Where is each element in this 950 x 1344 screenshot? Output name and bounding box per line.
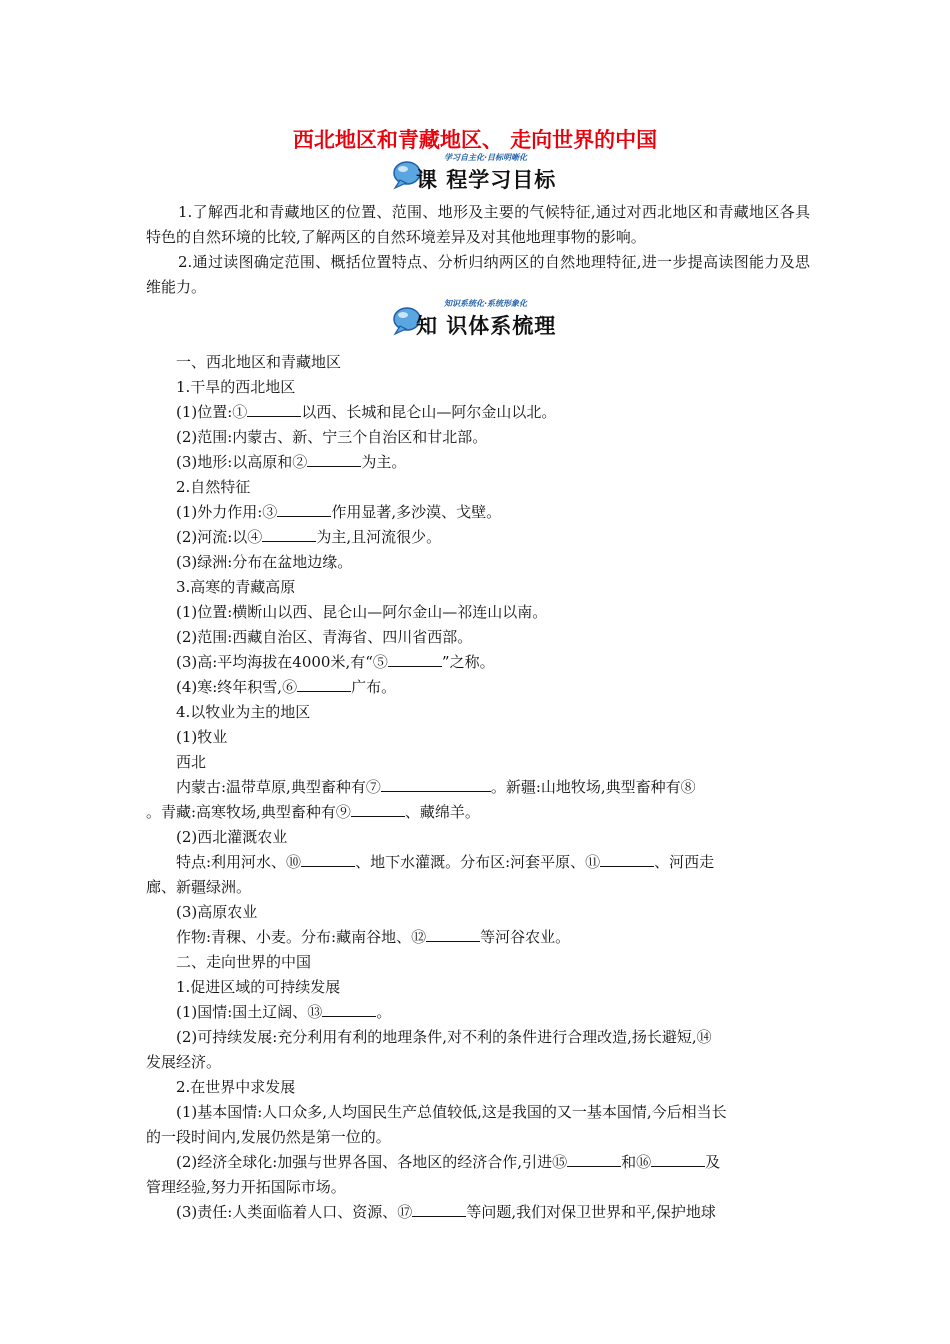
section-heading: 一、西北地区和青藏地区 [176,353,342,371]
subheading: 1.干旱的西北地区 [176,378,296,396]
answer-blank[interactable] [426,927,480,942]
text-line: (4)寒:终年积雪,⑥ 广布。 [176,678,397,696]
answer-blank[interactable] [307,452,361,467]
answer-blank[interactable] [412,1202,466,1217]
text-line: (1)外力作用:③ 作用显著,多沙漠、戈壁。 [176,503,502,521]
subheading: 2.自然特征 [176,478,251,496]
text-line: (3)高原农业 [176,903,258,921]
subheading: 2.在世界中求发展 [176,1078,296,1096]
banner-heading: 知 识体系梳理 [416,314,557,338]
text-line: (3)责任:人类面临着人口、资源、⑰ 等问题,我们对保卫世界和平,保护地球 [176,1203,716,1221]
text-line: (3)高:平均海拔在4000米,有“⑤ ”之称。 [176,653,495,671]
text-line: 内蒙古:温带草原,典型畜种有⑦ 。新疆:山地牧场,典型畜种有⑧ [176,778,696,796]
answer-blank[interactable] [277,502,331,517]
section-heading: 二、走向世界的中国 [176,953,312,971]
text-line: (1)牧业 [176,728,228,746]
text-line: 特点:利用河水、⑩ 、地下水灌溉。分布区:河套平原、⑪ 、河西走 [176,853,715,871]
answer-blank[interactable] [262,527,316,542]
text-line: (1)位置:① 以西、长城和昆仑山—阿尔金山以北。 [176,403,557,421]
answer-blank[interactable] [351,802,405,817]
text-line: 西北 [176,753,207,771]
text-line: (2)可持续发展:充分利用有利的地理条件,对不利的条件进行合理改造,扬长避短,⑭ [176,1028,712,1046]
banner-subtitle: 学习自主化·目标明晰化 [444,153,528,162]
answer-blank[interactable] [600,852,654,867]
answer-blank[interactable] [297,677,351,692]
text-line: 的一段时间内,发展仍然是第一位的。 [146,1128,391,1146]
subheading: 3.高寒的青藏高原 [176,578,296,596]
text-line: (2)范围:西藏自治区、青海省、四川省西部。 [176,628,473,646]
text-line: (1)国情:国土辽阔、⑬ 。 [176,1003,392,1021]
subheading: 4.以牧业为主的地区 [176,703,311,721]
objective-1: 1.了解西北和青藏地区的位置、范围、地形及主要的气候特征,通过对西北地区和青藏地区各具特色的自然环境的比较,了解两区的自然环境差异及对其他地理事物的影响。 [146,203,810,246]
page-title: 西北地区和青藏地区、 走向世界的中国 [292,128,658,152]
text-line: (2)西北灌溉农业 [176,828,288,846]
text-line: 。青藏:高寒牧场,典型畜种有⑨ 、藏绵羊。 [146,803,480,821]
text-line: 发展经济。 [146,1053,222,1071]
answer-blank[interactable] [301,852,355,867]
text-line: (2)范围:内蒙古、新、宁三个自治区和甘北部。 [176,428,488,446]
text-line: (3)地形:以高原和② 为主。 [176,453,407,471]
text-line: (3)绿洲:分布在盆地边缘。 [176,553,353,571]
objective-2: 2.通过读图确定范围、概括位置特点、分析归纳两区的自然地理特征,进一步提高读图能力及思维能力。 [146,253,810,296]
text-line: (2)河流:以④ 为主,且河流很少。 [176,528,442,546]
section-banner-knowledge [392,298,592,338]
banner-subtitle: 知识系统化·系统形象化 [444,299,528,308]
text-line: 管理经验,努力开拓国际市场。 [146,1178,346,1196]
answer-blank[interactable] [322,1002,376,1017]
text-line: 廊、新疆绿洲。 [146,878,252,896]
banner-heading: 课 程学习目标 [416,168,557,192]
text-line: (1)位置:横断山以西、昆仑山—阿尔金山—祁连山以南。 [176,603,548,621]
text-line: 作物:青稞、小麦。分布:藏南谷地、⑫ 等河谷农业。 [176,928,571,946]
answer-blank[interactable] [247,402,301,417]
text-line: (1)基本国情:人口众多,人均国民生产总值较低,这是我国的又一基本国情,今后相当长 [176,1103,727,1121]
answer-blank[interactable] [567,1152,621,1167]
section-banner-goals [392,152,592,192]
subheading: 1.促进区域的可持续发展 [176,978,341,996]
text-line: (2)经济全球化:加强与世界各国、各地区的经济合作,引进⑮ 和⑯ 及 [176,1153,721,1171]
answer-blank[interactable] [388,652,442,667]
answer-blank[interactable] [381,777,491,792]
answer-blank[interactable] [651,1152,705,1167]
